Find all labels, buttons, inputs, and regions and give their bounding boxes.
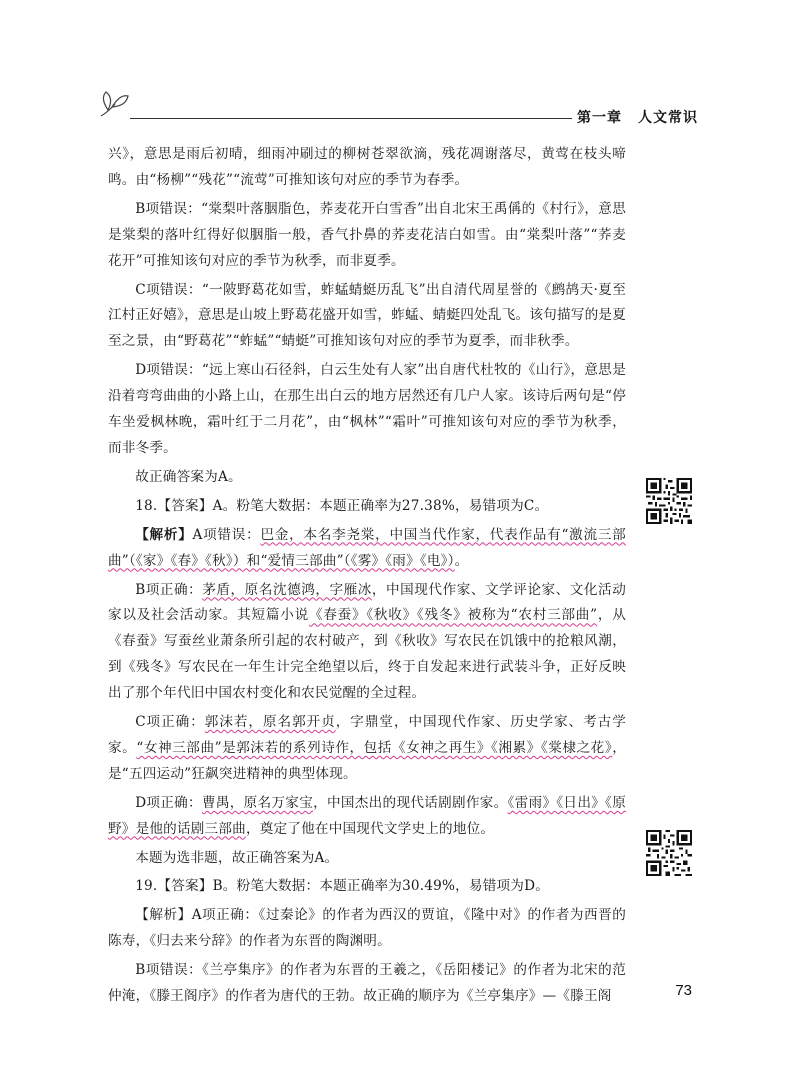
header-rule [130, 118, 572, 119]
underlined-text: 《春蚕》《秋收》《残冬》被称为“农村三部曲” [308, 607, 598, 624]
q19-answer: 19.【答案】B。粉笔大数据：本题正确率为30.49%，易错项为D。 [135, 878, 549, 895]
underlined-text: 茅盾，原名沈德鸿，字雁冰 [202, 581, 372, 598]
chapter-number: 第一章 [577, 110, 622, 126]
q18-analysis-b: B项正确：茅盾，原名沈德鸿，字雁冰，中国现代作家、文学评论家、文化活动家以及社会活动家。其短篇小说《春蚕》《秋收》《残冬》被称为“农村三部曲”，从《春蚕》写蚕丝业萧条所引起的农村破产，到《秋收》写农民在饥饿中的抢粮风潮，到《残冬》写农民在一年生计完全绝望以后，终于自发起来进行武装斗争，正好反映出了那个年代旧中国农村变化和农民觉醒的全过程。 [108, 581, 626, 702]
underlined-text: 巴金，本名李尧棠，中国当代作家，代表作品有“激流三部曲”（《家》《春》《秋》）和“爱情三部曲”（《雾》《雨》《电》） [108, 526, 626, 569]
underlined-text: 郭沫若，原名郭开贞 [204, 714, 336, 731]
analysis-tag: 【解析】 [135, 526, 193, 543]
q18-analysis-c: C项正确：郭沫若，原名郭开贞，字鼎堂，中国现代作家、历史学家、考古学家。“女神三部曲”是郭沫若的系列诗作，包括《女神之再生》《湘累》《棠棣之花》，是“五四运动”狂飙突进精神的典型体现。 [108, 714, 627, 782]
paragraph-a-explanation: 兴》，意思是雨后初晴，细雨冲刷过的柳树苍翠欲滴，残花凋谢落尽，黄莺在枝头啼鸣。由“杨柳”“残花”“流莺”可推知该句对应的季节为春季。 [108, 146, 626, 188]
q18-analysis-a: 【解析】A项错误：巴金，本名李尧棠，中国当代作家，代表作品有“激流三部曲”（《家》《春》《秋》）和“爱情三部曲”（《雾》《雨》《电》）。 [108, 526, 626, 569]
q18-conclusion: 本题为选非题，故正确答案为A。 [135, 849, 339, 866]
q18-answer: 18.【答案】A。粉笔大数据：本题正确率为27.38%，易错项为C。 [135, 497, 549, 514]
underlined-text: 《雷雨》《日出》《原野》是他的话剧三部曲 [108, 794, 626, 837]
page-header [98, 88, 702, 128]
page-number: 73 [675, 982, 692, 999]
paragraph-d-explanation: D项错误：“远上寒山石径斜，白云生处有人家”出自唐代杜牧的《山行》，意思是沿着弯弯曲曲的小路上山，在那生出白云的地方居然还有几户人家。该诗后两句是“停车坐爱枫林晚，霜叶红于二月花”，由“枫林”“霜叶”可推知该句对应的季节为秋季，而非冬季。 [108, 362, 626, 456]
leaf-icon [98, 88, 132, 120]
underlined-text: 曹禺，原名万家宝 [201, 794, 314, 811]
chapter-title: 人文常识 [638, 110, 698, 126]
paragraph-b-explanation: B项错误：“棠梨叶落胭脂色，荞麦花开白雪香”出自北宋王禹偁的《村行》，意思是棠梨的落叶红得好似胭脂一般，香气扑鼻的荞麦花洁白如雪。由“棠梨叶落”“荞麦花开”可推知该句对应的季节为秋季，而非夏季。 [108, 200, 626, 269]
underlined-text: “女神三部曲”是郭沫若的系列诗作，包括《女神之再生》《湘累》《棠棣之花》 [136, 739, 613, 756]
paragraph-c-explanation: C项错误：“一陂野葛花如雪，蚱蜢蜻蜓历乱飞”出自清代周星誉的《鹧鸪天·夏至江村正好嬉》，意思是山坡上野葛花盛开如雪，蚱蜢、蜻蜓四处乱飞。该句描写的是夏至之景，由“野葛花”“蚱蜢”“蜻蜓”可推知该句对应的季节为夏季，而非秋季。 [108, 281, 626, 350]
q18-analysis-d: D项正确：曹禺，原名万家宝，中国杰出的现代话剧剧作家。《雷雨》《日出》《原野》是他的话剧三部曲，奠定了他在中国现代文学史上的地位。 [108, 794, 626, 837]
q19-analysis-b: B项错误：《兰亭集序》的作者为东晋的王羲之，《岳阳楼记》的作者为北宋的范仲淹，《滕王阁序》的作者为唐代的王勃。故正确的顺序为《兰亭集序》—《滕王阁 [108, 962, 626, 1005]
paragraph-conclusion: 故正确答案为A。 [135, 468, 242, 485]
q19-analysis-a: 【解析】A项正确：《过秦论》的作者为西汉的贾谊，《隆中对》的作者为西晋的陈寿，《归去来兮辞》的作者为东晋的陶渊明。 [108, 907, 626, 950]
qr-code-icon[interactable] [646, 478, 692, 524]
page-content [108, 142, 626, 1013]
chapter-heading [577, 107, 698, 127]
qr-code-icon[interactable] [646, 830, 692, 876]
